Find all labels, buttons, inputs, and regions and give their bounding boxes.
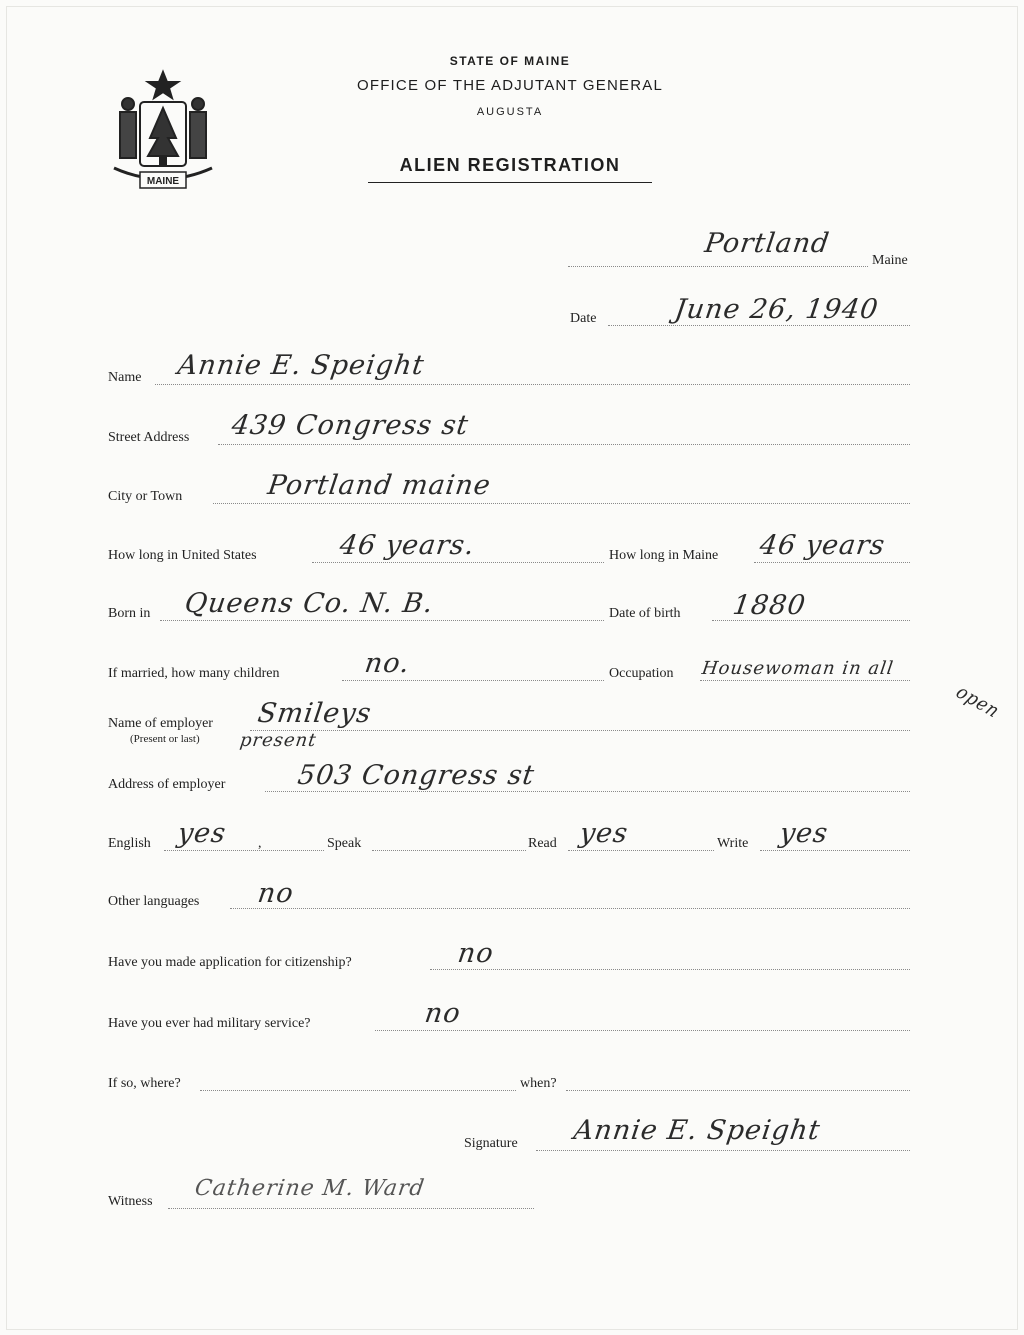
how-long-us-value: 46 years.	[337, 530, 477, 561]
citizenship-value: no	[455, 938, 496, 969]
header-city: AUGUSTA	[476, 106, 544, 118]
if-so-where-label: If so, where?	[108, 1076, 181, 1091]
city-label: City or Town	[108, 489, 183, 504]
date-value: June 26, 1940	[672, 294, 881, 325]
children-line	[342, 680, 604, 681]
signature-label: Signature	[464, 1136, 518, 1151]
occupation-continuation: open	[951, 681, 1004, 723]
other-languages-value: no	[255, 878, 296, 909]
how-long-maine-line	[754, 562, 910, 563]
born-in-line	[160, 620, 604, 621]
when-label: when?	[520, 1076, 557, 1091]
maine-label: Maine	[872, 253, 908, 268]
citizenship-line	[430, 969, 910, 970]
place-line	[568, 266, 868, 267]
citizenship-label: Have you made application for citizenship?	[108, 955, 352, 970]
english-label: English	[108, 836, 151, 851]
street-address-label: Street Address	[108, 430, 190, 445]
street-address-value: 439 Congress st	[229, 410, 471, 441]
read-value: yes	[577, 818, 631, 849]
write-line	[760, 850, 910, 851]
seal-label: MAINE	[146, 176, 180, 187]
name-line	[155, 384, 910, 385]
military-label: Have you ever had military service?	[108, 1016, 311, 1031]
born-in-value: Queens Co. N. B.	[182, 588, 436, 619]
date-of-birth-value: 1880	[730, 590, 808, 621]
employer-note: present	[238, 730, 318, 751]
witness-value: Catherine M. Ward	[193, 1176, 427, 1201]
read-label: Read	[528, 836, 557, 851]
date-of-birth-label: Date of birth	[609, 606, 681, 621]
english-comma: ,	[258, 836, 262, 851]
form-title: ALIEN REGISTRATION	[399, 155, 621, 175]
employer-address-line	[265, 791, 910, 792]
write-value: yes	[777, 818, 831, 849]
english-line	[164, 850, 324, 851]
employer-address-value: 503 Congress st	[295, 760, 537, 791]
occupation-label: Occupation	[609, 666, 674, 681]
employer-line	[250, 730, 910, 731]
header-office: OFFICE OF THE ADJUTANT GENERAL	[356, 77, 664, 94]
name-value: Annie E. Speight	[175, 350, 427, 381]
when-line	[566, 1090, 910, 1091]
how-long-maine-value: 46 years	[757, 530, 888, 561]
employer-label: Name of employer	[108, 716, 213, 731]
military-line	[375, 1030, 910, 1031]
employer-sublabel: (Present or last)	[130, 733, 200, 745]
date-label: Date	[570, 311, 597, 326]
name-label: Name	[108, 370, 142, 385]
read-line	[568, 850, 714, 851]
how-long-maine-label: How long in Maine	[609, 548, 719, 563]
employer-value: Smileys	[255, 698, 374, 729]
children-label: If married, how many children	[108, 666, 280, 681]
header-state: STATE OF MAINE	[449, 54, 571, 68]
occupation-value: Housewoman in all	[700, 658, 896, 679]
write-label: Write	[717, 836, 749, 851]
city-value: Portland maine	[265, 470, 493, 501]
military-value: no	[422, 998, 463, 1029]
employer-address-label: Address of employer	[108, 777, 226, 792]
children-value: no.	[362, 648, 412, 679]
city-line	[213, 503, 910, 504]
english-value: yes	[175, 818, 229, 849]
where-line	[200, 1090, 516, 1091]
born-in-label: Born in	[108, 606, 151, 621]
speak-label: Speak	[327, 836, 362, 851]
place-value: Portland	[702, 228, 832, 259]
how-long-us-line	[312, 562, 604, 563]
signature-value: Annie E. Speight	[571, 1115, 823, 1146]
speak-line	[372, 850, 526, 851]
occupation-line	[700, 680, 910, 681]
date-line	[608, 325, 910, 326]
witness-line	[168, 1208, 534, 1209]
signature-line	[536, 1150, 910, 1151]
street-address-line	[218, 444, 910, 445]
other-languages-line	[230, 908, 910, 909]
other-languages-label: Other languages	[108, 894, 200, 909]
witness-label: Witness	[108, 1194, 153, 1209]
how-long-us-label: How long in United States	[108, 548, 257, 563]
title-underline	[368, 182, 652, 183]
state-seal-icon	[110, 68, 216, 198]
